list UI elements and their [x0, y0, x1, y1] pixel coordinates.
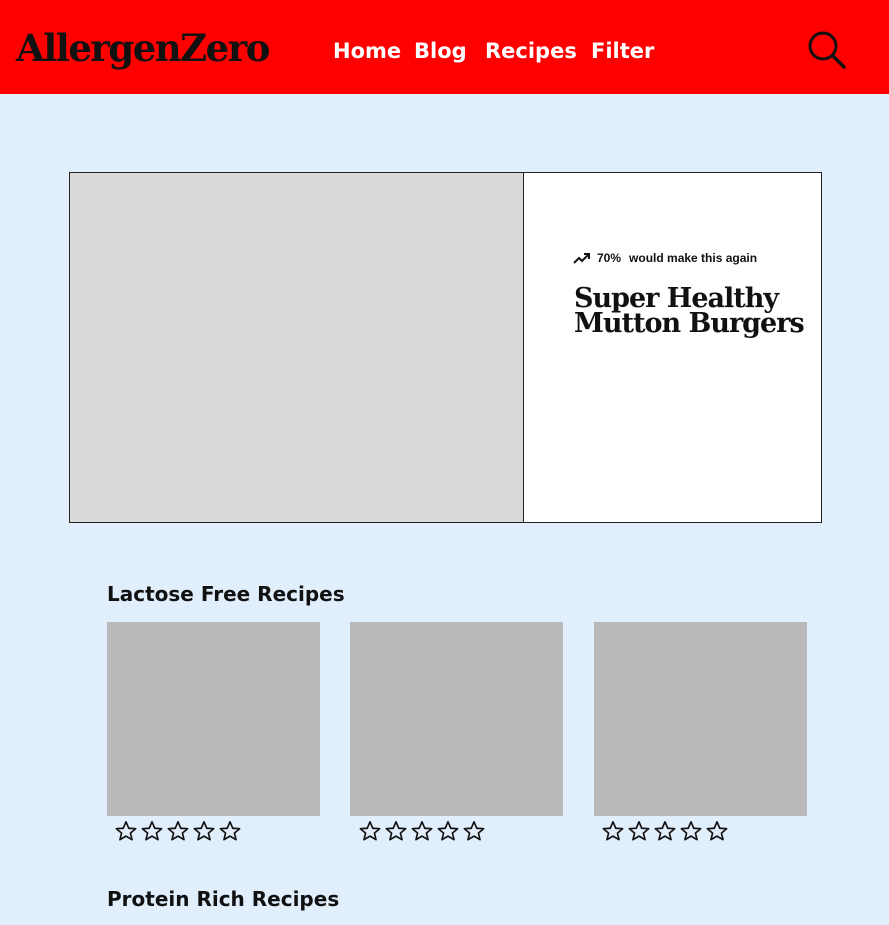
star-icon[interactable]: [461, 820, 487, 842]
star-rating[interactable]: [357, 820, 487, 842]
section-title-protein-rich: Protein Rich Recipes: [107, 887, 340, 911]
star-rating[interactable]: [600, 820, 730, 842]
star-rating[interactable]: [113, 820, 243, 842]
title-line-2: Mutton Burgers: [574, 308, 804, 339]
featured-recipe-title[interactable]: [574, 283, 814, 339]
recipe-card-image[interactable]: [350, 622, 563, 816]
star-icon[interactable]: [626, 820, 652, 842]
site-logo[interactable]: AllergenZero: [16, 26, 269, 70]
star-icon[interactable]: [191, 820, 217, 842]
star-icon[interactable]: [652, 820, 678, 842]
star-icon[interactable]: [139, 820, 165, 842]
star-icon[interactable]: [383, 820, 409, 842]
search-icon[interactable]: [807, 30, 847, 70]
recipe-stat: [573, 251, 757, 265]
star-icon[interactable]: [678, 820, 704, 842]
star-icon[interactable]: [113, 820, 139, 842]
recipe-card-image[interactable]: [594, 622, 807, 816]
nav-blog[interactable]: Blog: [414, 39, 467, 63]
nav-filter[interactable]: Filter: [591, 39, 655, 63]
featured-recipe-card[interactable]: [69, 172, 822, 523]
star-icon[interactable]: [409, 820, 435, 842]
nav-home[interactable]: Home: [333, 39, 402, 63]
featured-recipe-image[interactable]: [70, 173, 524, 522]
star-icon[interactable]: [600, 820, 626, 842]
star-icon[interactable]: [217, 820, 243, 842]
section-title-lactose-free: Lactose Free Recipes: [107, 582, 345, 606]
stat-text: would make this again: [629, 251, 758, 265]
stat-percent: 70%: [597, 251, 622, 265]
recipe-card-image[interactable]: [107, 622, 320, 816]
star-icon[interactable]: [357, 820, 383, 842]
star-icon[interactable]: [704, 820, 730, 842]
star-icon[interactable]: [165, 820, 191, 842]
top-navbar: [0, 0, 889, 94]
trending-up-icon: [573, 252, 591, 264]
star-icon[interactable]: [435, 820, 461, 842]
title-line-1: Super Healthy: [574, 283, 779, 314]
nav-recipes[interactable]: Recipes: [485, 39, 577, 63]
